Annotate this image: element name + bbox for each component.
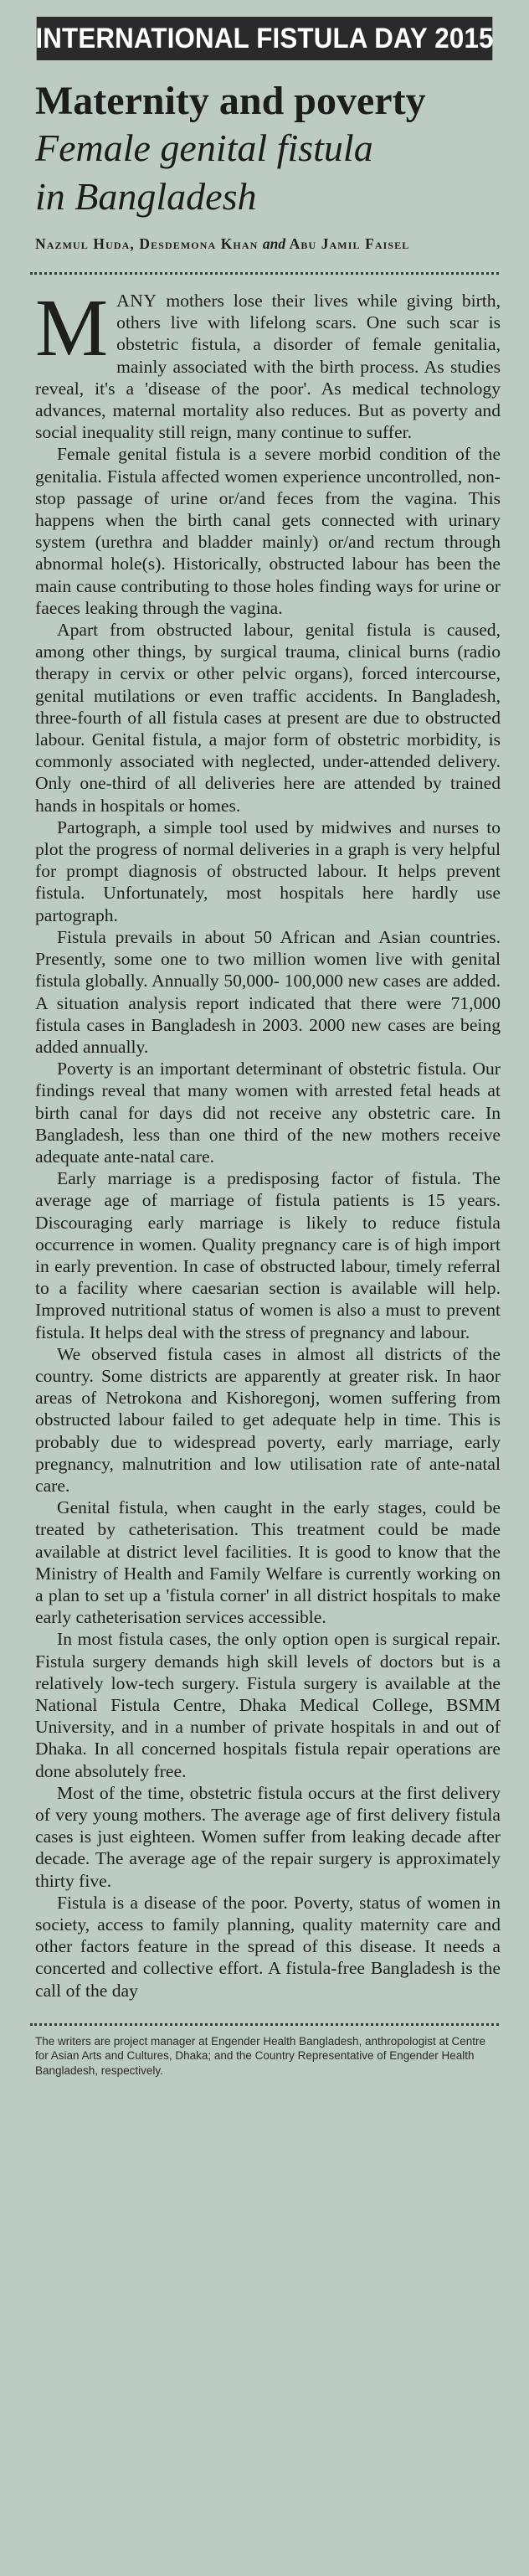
paragraph: Fistula prevails in about 50 African and Asian countries. Presently, some one to two million women live with genital fistula globally. Annually 50,000- 100,000 new cases are added. A situation analysis report indicated that there were 71,000 fistula cases in Bangladesh in 2003. 2000 new cases are being added annually. bbox=[35, 926, 501, 1057]
paragraph: Poverty is an important determinant of obstetric fistula. Our findings reveal that many women with arrested fetal heads at birth canal for days did not receive any obstetric care. In Bangladesh, less than one third of the new mothers receive adequate ante-natal care. bbox=[35, 1059, 501, 1167]
paragraph: Fistula is a disease of the poor. Poverty, status of women in society, access to family planning, quality maternity care and other factors feature in the spread of this disease. It needs a concerted and collective effort. A fistula-free Bangladesh is the call of the day bbox=[35, 1892, 501, 2001]
dotted-divider-top bbox=[30, 272, 499, 275]
article-body bbox=[17, 283, 512, 2002]
paragraph: Partograph, a simple tool used by midwives and nurses to plot the progress of normal deliveries in a graph is very helpful for prompt diagnosis of obstructed labour. It helps prevent fistula. Unfortunately, most hospitals here hardly use partograph. bbox=[35, 817, 501, 925]
paragraph: Female genital fistula is a severe morbid condition of the genitalia. Fistula affected women experience uncontrolled, non-stop passage of urine or/and feces from the vagina. This happens when the birth canal gets connected with urinary system (urethra and bladder mainly) or/and rectum through abnormal hole(s). Historically, obstructed labour has been the main cause contributing to those holes finding ways for urine or faeces leaking through the vagina. bbox=[35, 444, 501, 618]
paragraph: Apart from obstructed labour, genital fistula is caused, among other things, by surgical trauma, clinical burns (radio therapy in cervix or other pelvic organs), forced intercourse, genital mutilations or even traffic accidents. In Bangladesh, three-fourth of all fistula cases at present are due to obstructed labour. Genital fistula, a major form of obstetric morbidity, is commonly associated with neglected, under-attended delivery. Only one-third of all deliveries here are attended by trained hands in hospitals or homes. bbox=[35, 620, 501, 816]
headline: Maternity and poverty bbox=[35, 79, 426, 123]
byline-authors-1: Nazmul Huda, Desdemona Khan bbox=[35, 235, 259, 252]
dotted-divider-bottom bbox=[30, 2023, 499, 2026]
section-banner: INTERNATIONAL FISTULA DAY 2015 bbox=[37, 17, 493, 60]
lead-caps: ANY bbox=[116, 291, 157, 311]
byline bbox=[17, 233, 512, 255]
paragraph: Most of the time, obstetric fistula occurs at the first delivery of very young mothers. The average age of first delivery fistula cases is just eighteen. Women suffer from leaking decade after decade. The average age of the repair surgery is approximately thirty five. bbox=[35, 1782, 501, 1891]
subhead-line-2: in Bangladesh bbox=[35, 175, 257, 218]
paragraph: In most fistula cases, the only option open is surgical repair. Fistula surgery demands high skill levels of doctors but is a relatively low-tech surgery. Fistula surgery is available at the National Fistula Centre, Dhaka Medical College, BSMM University, and in a number of private hospitals in and out of Dhaka. In all concerned hospitals fistula repair operations are done absolutely free. bbox=[35, 1629, 501, 1781]
paragraph-1 bbox=[35, 283, 501, 443]
byline-authors-2: Abu Jamil Faisel bbox=[289, 235, 410, 252]
author-footnote: The writers are project manager at Engender Health Bangladesh, anthropologist at Centre for Asian Arts and Cultures, Dhaka; and the Country Representative of Engender Health Bangladesh, respectively. bbox=[35, 2034, 486, 2077]
paragraph-1-text: mothers lose their lives while giving birth, others live with lifelong scars. One such scar is obstetric fistula, a disorder of female genitalia, mainly associated with the birth process. As studies reveal, it's a 'disease of the poor'. As medical technology advances, maternal mortality also reduces. But as poverty and social inequality still reign, many continue to suffer. bbox=[35, 291, 501, 443]
drop-cap: M bbox=[35, 283, 109, 374]
byline-and: and bbox=[262, 235, 286, 252]
subhead-line-1: Female genital fistula bbox=[35, 126, 373, 169]
paragraph: Early marriage is a predisposing factor of fistula. The average age of marriage of fistula patients is 15 years. Discouraging early marriage is likely to reduce fistula occurrence in women. Quality pregnancy care is of high import in early prevention. In case of obstructed labour, timely referral to a facility where caesarian section is available will help. Improved nutritional status of women is also a must to prevent fistula. It helps deal with the stress of pregnancy and labour. bbox=[35, 1168, 501, 1342]
paragraph: We observed fistula cases in almost all districts of the country. Some districts are apparently at greater risk. In haor areas of Netrokona and Kishoregonj, women suffering from obstructed labour failed to get adequate help in time. This is probably due to widespread poverty, early marriage, early pregnancy, malnutrition and low utilisation rate of ante-natal care. bbox=[35, 1343, 501, 1496]
paragraph: Genital fistula, when caught in the early stages, could be treated by catheterisation. This treatment could be made available at district level facilities. It is good to know that the Ministry of Health and Family Welfare is currently working on a plan to set up a 'fistula corner' in all district hospitals to make early catheterisation services accessible. bbox=[35, 1497, 501, 1628]
